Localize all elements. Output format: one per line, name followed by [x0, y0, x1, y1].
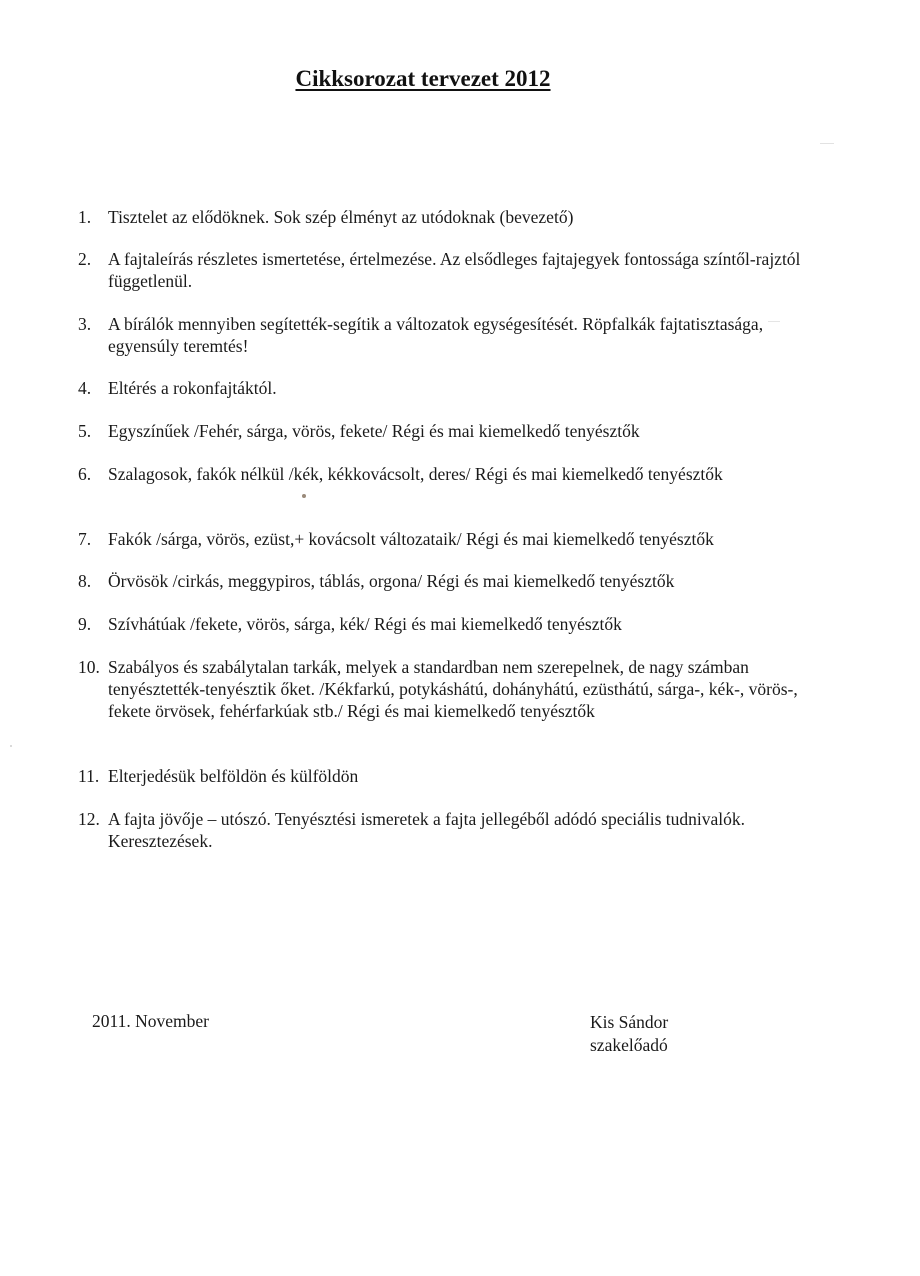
scan-speck	[10, 745, 12, 747]
item-text: A fajtaleírás részletes ismertetése, értelmezése. Az elsődleges fajtajegyek fontossága színtől-rajztól függetlenül.	[108, 249, 801, 291]
list-item	[78, 528, 818, 550]
item-number: 12.	[78, 809, 100, 829]
item-number: 8.	[78, 571, 92, 591]
item-text: Egyszínűek /Fehér, sárga, vörös, fekete/ Régi és mai kiemelkedő tenyésztők	[108, 421, 640, 441]
list-item	[78, 248, 818, 292]
document-title: Cikksorozat tervezet 2012	[295, 66, 551, 91]
list-item	[78, 377, 818, 399]
list-item	[78, 656, 818, 722]
item-text: Fakók /sárga, vörös, ezüst,+ kovácsolt változataik/ Régi és mai kiemelkedő tenyésztők	[108, 529, 714, 549]
item-number: 9.	[78, 614, 92, 634]
item-number: 10.	[78, 657, 100, 677]
item-text: Szabályos és szabálytalan tarkák, melyek a standardban nem szerepelnek, de nagy számban tenyésztették-tenyésztik őket. /Kékfarkú, potykáshátú, dohányhátú, ezüsthátú, sárga-, kék-, vörös-, fekete örvösek, fehérfarkúak stb./ Régi és mai kiemelkedő tenyésztők	[108, 657, 798, 721]
item-number: 3.	[78, 314, 92, 334]
list-item	[78, 463, 818, 485]
signature-block	[590, 1011, 668, 1057]
item-text: Tisztelet az elődöknek. Sok szép élményt az utódoknak (bevezető)	[108, 207, 574, 227]
scan-speck	[820, 143, 834, 144]
list-item	[78, 613, 818, 635]
item-number: 5.	[78, 421, 92, 441]
list-item	[78, 206, 818, 228]
item-number: 4.	[78, 378, 92, 398]
scan-speck	[302, 494, 306, 498]
list-item	[78, 765, 818, 787]
list-item	[78, 420, 818, 442]
item-number: 1.	[78, 207, 92, 227]
item-number: 11.	[78, 766, 100, 786]
item-text: Eltérés a rokonfajtáktól.	[108, 378, 277, 398]
item-text: Szalagosok, fakók nélkül /kék, kékkovácsolt, deres/ Régi és mai kiemelkedő tenyésztők	[108, 464, 723, 484]
list-item	[78, 570, 818, 592]
item-text: Szívhátúak /fekete, vörös, sárga, kék/ Régi és mai kiemelkedő tenyésztők	[108, 614, 622, 634]
item-number: 7.	[78, 529, 92, 549]
list-item	[78, 808, 818, 852]
list-item	[78, 313, 818, 357]
scan-speck	[768, 321, 780, 322]
author-role: szakelőadó	[590, 1035, 668, 1055]
document-date: 2011. November	[92, 1011, 209, 1031]
item-text: Örvösök /cirkás, meggypiros, táblás, orgona/ Régi és mai kiemelkedő tenyésztők	[108, 571, 675, 591]
item-number: 6.	[78, 464, 92, 484]
item-text: A fajta jövője – utószó. Tenyésztési ismeretek a fajta jellegéből adódó speciális tudnivalók. Keresztezések.	[108, 809, 746, 851]
author-name: Kis Sándor	[590, 1012, 669, 1032]
item-text: A bírálók mennyiben segítették-segítik a változatok egységesítését. Röpfalkák fajtatisztasága, egyensúly teremtés!	[108, 314, 764, 356]
item-text: Elterjedésük belföldön és külföldön	[108, 766, 359, 786]
item-number: 2.	[78, 249, 92, 269]
